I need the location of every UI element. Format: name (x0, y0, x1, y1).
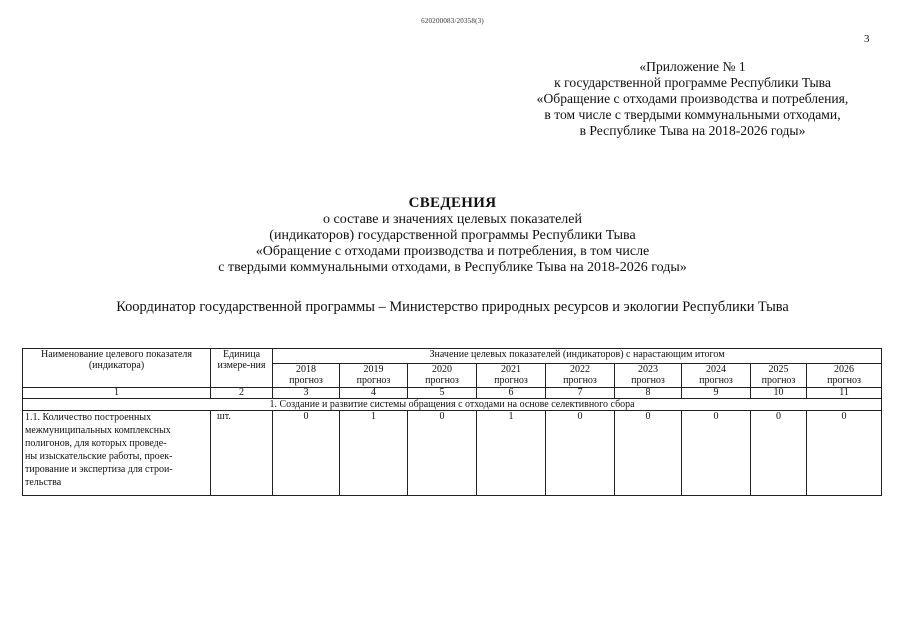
indicator-value: 0 (408, 411, 477, 496)
year-value: 2022 (570, 364, 590, 375)
year-label: прогноз (289, 375, 323, 386)
subtitle-line: с твердыми коммунальными отходами, в Республике Тыва на 2018-2026 годы» (218, 260, 687, 275)
year-header (807, 364, 882, 388)
year-label: прогноз (425, 375, 459, 386)
year-header (408, 364, 477, 388)
header-unit: Единица измере-ния (211, 349, 273, 388)
appendix-line: «Приложение № 1 (639, 59, 746, 74)
appendix-line: в том числе с твердыми коммунальными отходами, (544, 107, 841, 122)
year-header (682, 364, 751, 388)
year-value: 2018 (296, 364, 316, 375)
year-label: прогноз (494, 375, 528, 386)
indicator-value: 0 (546, 411, 615, 496)
appendix-line: «Обращение с отходами производства и потребления, (536, 91, 849, 106)
year-label: прогноз (563, 375, 597, 386)
indicator-value: 1 (340, 411, 408, 496)
column-number: 11 (807, 388, 882, 399)
subtitle-line: (индикаторов) государственной программы Республики Тыва (269, 228, 636, 243)
document-subtitle (0, 212, 905, 276)
column-number: 8 (615, 388, 682, 399)
year-header (340, 364, 408, 388)
indicator-name-line: тельства (25, 477, 62, 488)
year-value: 2024 (706, 364, 726, 375)
header-values: Значение целевых показателей (индикаторов) с нарастающим итогом (273, 349, 882, 364)
year-header (751, 364, 807, 388)
indicator-name-line: тирование и экспертиза для строи- (25, 464, 173, 475)
column-number: 7 (546, 388, 615, 399)
year-header (615, 364, 682, 388)
column-number: 10 (751, 388, 807, 399)
column-number: 3 (273, 388, 340, 399)
subtitle-line: «Обращение с отходами производства и потребления, в том числе (255, 244, 650, 259)
column-number: 2 (211, 388, 273, 399)
indicators-table (22, 348, 882, 496)
page-number: 3 (864, 33, 870, 45)
indicator-value: 0 (751, 411, 807, 496)
appendix-line: к государственной программе Республики Тыва (554, 75, 831, 90)
column-number: 4 (340, 388, 408, 399)
year-label: прогноз (699, 375, 733, 386)
year-header (273, 364, 340, 388)
column-number: 5 (408, 388, 477, 399)
document-title: СВЕДЕНИЯ (408, 195, 497, 211)
indicator-name-line: ны изыскательские работы, проек- (25, 451, 173, 462)
indicator-name-line: межмуниципальных комплексных (25, 425, 171, 436)
year-label: прогноз (761, 375, 796, 386)
column-number: 9 (682, 388, 751, 399)
program-coordinator: Координатор государственной программы – Министерство природных ресурсов и экологии Республики Тыва (116, 299, 789, 315)
year-value: 2025 (768, 364, 789, 375)
section-row (23, 399, 882, 411)
indicator-value: 0 (273, 411, 340, 496)
year-header (477, 364, 546, 388)
appendix-header (470, 59, 905, 139)
year-value: 2026 (834, 364, 855, 375)
subtitle-line: о составе и значениях целевых показателей (323, 212, 582, 227)
indicator-value: 0 (807, 411, 882, 496)
year-value: 2020 (432, 364, 452, 375)
year-value: 2021 (501, 364, 521, 375)
indicator-value: 0 (615, 411, 682, 496)
year-label: прогноз (631, 375, 665, 386)
table-row (23, 411, 882, 496)
header-indicator-name: Наименование целевого показателя (индикатора) (23, 349, 211, 388)
section-title: 1. Создание и развитие системы обращения с отходами на основе селективного сбора (23, 399, 882, 411)
year-header (546, 364, 615, 388)
document-id: 620200083/20358(3) (421, 17, 484, 25)
indicator-value: 0 (682, 411, 751, 496)
column-number: 6 (477, 388, 546, 399)
appendix-line: в Республике Тыва на 2018-2026 годы» (579, 123, 806, 138)
year-value: 2019 (363, 364, 384, 375)
indicator-unit: шт. (211, 411, 273, 496)
indicator-value: 1 (477, 411, 546, 496)
indicator-name-line: полигонов, для которых проведе- (25, 438, 167, 449)
indicator-name (23, 411, 211, 496)
column-number: 1 (23, 388, 211, 399)
year-value: 2023 (638, 364, 658, 375)
indicator-name-line: 1.1. Количество построенных (25, 412, 152, 423)
column-numbers-row (23, 388, 882, 399)
year-label: прогноз (827, 375, 861, 386)
year-label: прогноз (356, 375, 391, 386)
